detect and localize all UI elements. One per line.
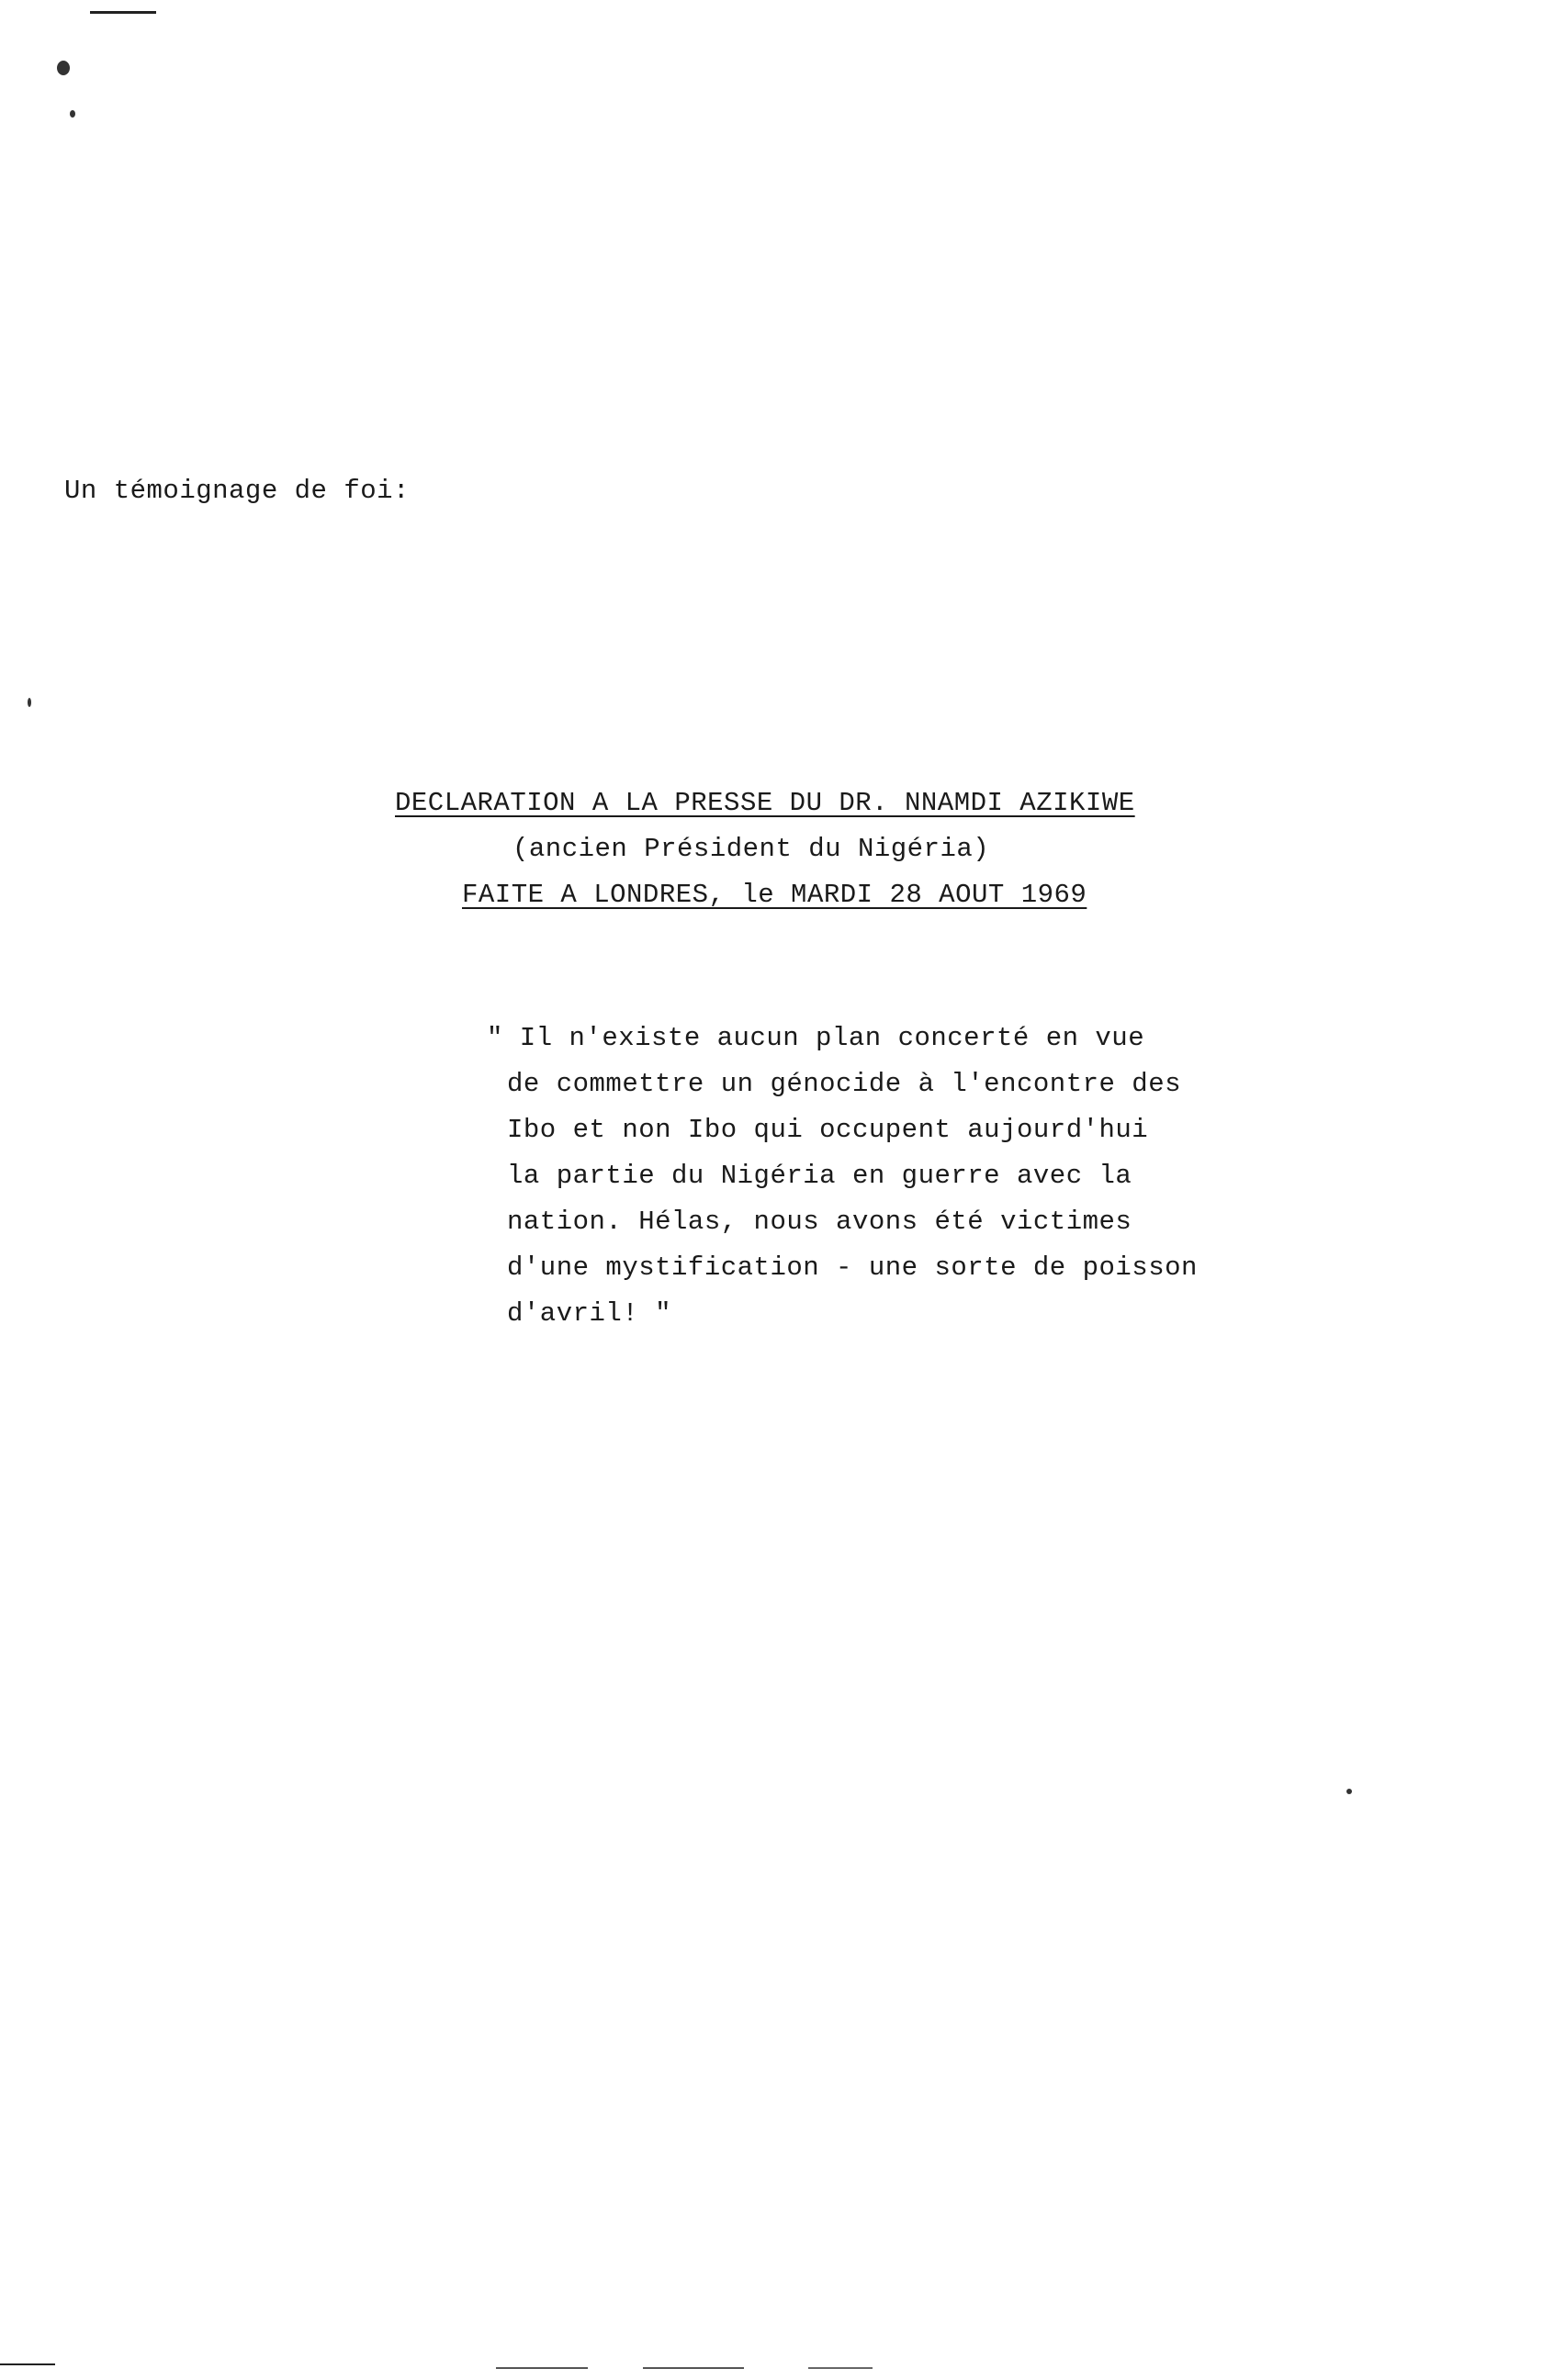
- quote-line: " Il n'existe aucun plan concerté en vue: [487, 1023, 1145, 1053]
- quotation: [487, 1016, 1198, 1337]
- scan-speck: [28, 698, 31, 707]
- quote-line: nation. Hélas, nous avons été victimes: [507, 1207, 1132, 1237]
- intro-label: Un témoignage de foi:: [64, 476, 410, 506]
- heading-subtitle: (ancien Président du Nigéria): [512, 834, 990, 864]
- scan-rule-mark: [496, 2367, 588, 2369]
- quote-line: la partie du Nigéria en guerre avec la: [507, 1161, 1132, 1191]
- scan-rule-mark: [0, 2363, 55, 2365]
- quote-line: d'une mystification - une sorte de poisson: [507, 1252, 1198, 1283]
- quote-line: Ibo et non Ibo qui occupent aujourd'hui: [507, 1115, 1149, 1145]
- scan-speck: [1346, 1789, 1352, 1794]
- scan-rule-mark: [90, 11, 156, 14]
- quote-line: de commettre un génocide à l'encontre des: [507, 1069, 1182, 1099]
- heading-place-date: FAITE A LONDRES, le MARDI 28 AOUT 1969: [462, 880, 1087, 910]
- scan-rule-mark: [643, 2367, 744, 2369]
- scan-speck: [70, 110, 75, 118]
- scan-speck: [57, 61, 70, 75]
- scan-rule-mark: [808, 2367, 873, 2369]
- quote-line: d'avril! ": [507, 1298, 672, 1329]
- heading-title: DECLARATION A LA PRESSE DU DR. NNAMDI AZIKIWE: [395, 788, 1135, 818]
